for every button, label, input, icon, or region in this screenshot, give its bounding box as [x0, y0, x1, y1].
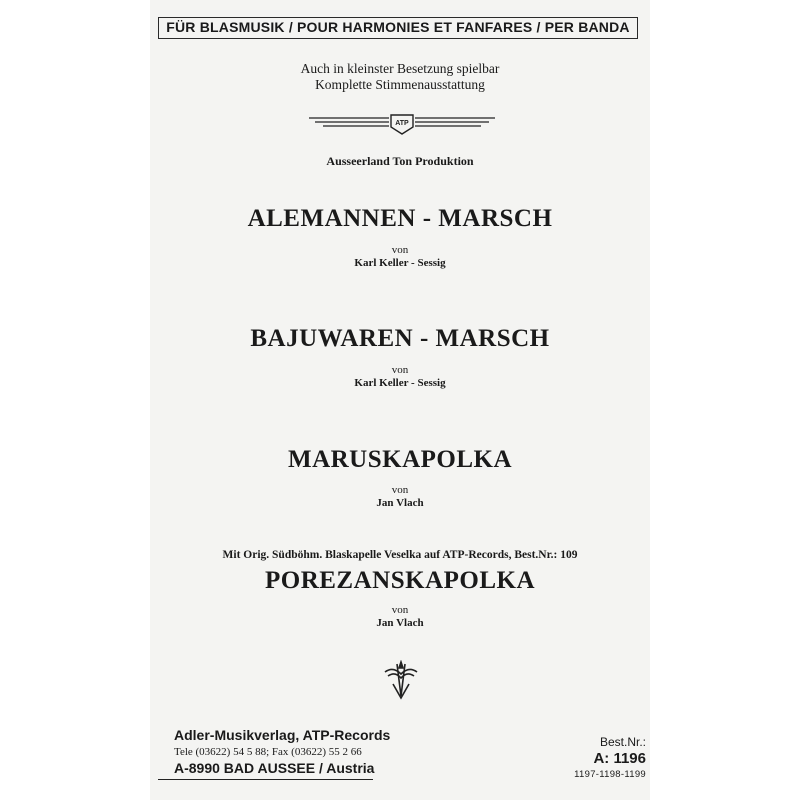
publisher-block — [174, 727, 390, 777]
piece-von-2: von — [391, 364, 409, 376]
piece-von-4: von — [391, 604, 409, 616]
subtitle-line-2: Komplette Stimmenausstattung — [315, 77, 485, 92]
publisher-address: A-8990 BAD AUSSEE / Austria — [174, 760, 375, 776]
piece-title-3: MARUSKAPOLKA — [287, 446, 513, 473]
address-underline — [158, 779, 373, 780]
piece-title-2: BAJUWAREN - MARSCH — [250, 325, 550, 352]
piece-title-1: ALEMANNEN - MARSCH — [247, 205, 553, 232]
piece-composer-4: Jan Vlach — [376, 617, 424, 629]
piece-composer-2: Karl Keller - Sessig — [354, 377, 446, 389]
eagle-ornament-icon — [383, 660, 419, 700]
genre-banner: FÜR BLASMUSIK / POUR HARMONIES ET FANFARES / PER BANDA — [158, 17, 638, 39]
publisher-contact: Tele (03622) 54 5 88; Fax (03622) 55 2 66 — [174, 746, 362, 758]
piece-composer-3: Jan Vlach — [376, 497, 424, 509]
order-number: A: 1196 — [593, 750, 646, 767]
piece-title-4: POREZANSKAPOLKA — [264, 567, 536, 594]
recording-note: Mit Orig. Südböhm. Blaskapelle Veselka auf ATP-Records, Best.Nr.: 109 — [222, 549, 578, 561]
piece-von-1: von — [391, 244, 409, 256]
order-number-label: Best.Nr.: — [599, 735, 646, 749]
order-number-range: 1197-1198-1199 — [574, 769, 646, 780]
subtitle-line-1: Auch in kleinster Besetzung spielbar — [300, 61, 500, 76]
piece-composer-1: Karl Keller - Sessig — [354, 257, 446, 269]
atp-logo — [307, 113, 497, 135]
publisher-name: Adler-Musikverlag, ATP-Records — [174, 727, 391, 743]
piece-von-3: von — [391, 484, 409, 496]
logo-monogram: ATP — [395, 120, 409, 127]
production-label: Ausseerland Ton Produktion — [326, 154, 474, 168]
order-number-block — [574, 735, 646, 781]
